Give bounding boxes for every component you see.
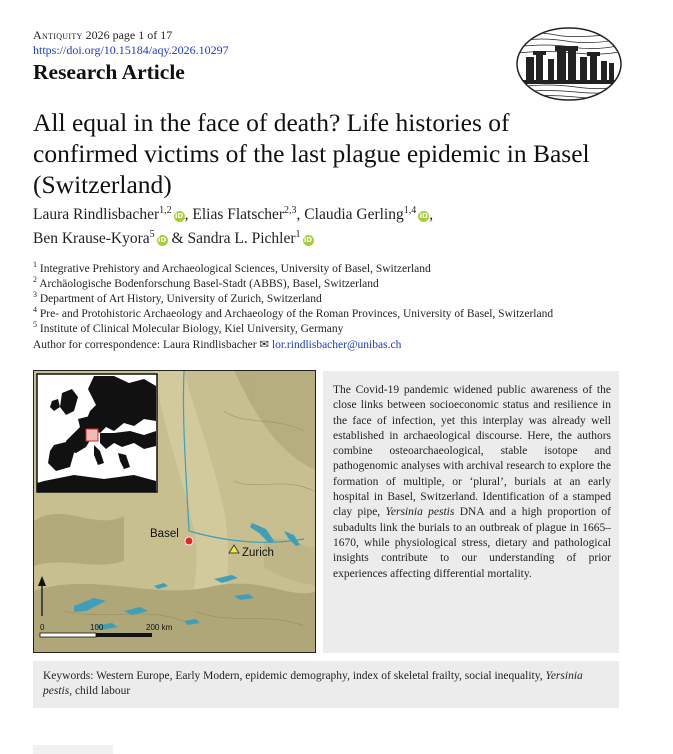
author-affiliation: 1,2 (159, 204, 172, 216)
scale-label-200: 200 km (146, 623, 173, 632)
author-name: Ben Krause-Kyora (33, 230, 150, 247)
article-title: All equal in the face of death? Life histories of confirmed victims of the last plague epidemic in Basel (Switzerland) (33, 108, 590, 199)
correspondence (33, 337, 401, 351)
affiliations (33, 262, 643, 337)
author-name: Elias Flatscher (192, 206, 285, 223)
location-map (33, 370, 316, 653)
affiliation-text: Archäologische Bodenforschung Basel-Stadt (ABBS), Basel, Switzerland (37, 278, 379, 290)
author-affiliation: 2,3 (284, 204, 297, 216)
journal-page: 2026 page 1 of 17 (82, 28, 173, 42)
affiliation-number: 1 (33, 260, 37, 270)
journal-line (33, 28, 172, 43)
inset-europe-map (37, 374, 157, 492)
basel-label: Basel (150, 528, 179, 540)
scale-label-100: 100 (90, 623, 104, 632)
orcid-icon[interactable]: iD (158, 236, 167, 244)
keywords-label: Keywords: (43, 670, 97, 682)
author-affiliation: 1,4 (403, 204, 417, 216)
affiliation-text: Integrative Prehistory and Archaeological Sciences, University of Basel, Switzerland (37, 263, 431, 275)
author-name: Laura Rindlisbacher (33, 206, 160, 223)
affiliation-item (33, 322, 643, 337)
abstract-text: The Covid-19 pandemic widened public awareness of the close links between socioeconomic status and resilience in the face of infection, yet this interplay was already well established in archaeological discourse. Here, the authors combine osteoarchaeological, stable isotope and pathogenomic analyses with archival research to explore the formation of multiple, or ‘plural’, burials at an early hospital in Basel, Switzerland. Identification of a stamped clay pipe, Yersinia pestis DNA and a high proportion of subadults link the burials to an outbreak of plague in 1665–1670, while physiological stress, dietary and pathological insights contribute to our understanding of prior experiences affecting differential mortality. (333, 384, 611, 580)
affiliation-item (33, 277, 643, 292)
map-figure (34, 371, 316, 653)
orcid-icon[interactable]: iD (175, 212, 184, 220)
keywords-end: , child labour (69, 685, 131, 698)
journal-name: Antiquity (33, 28, 83, 42)
journal-logo (516, 27, 622, 101)
footer-mark (33, 745, 113, 754)
author-list: Laura Rindlisbacher$^{1,2}$iD, Elias Flatscher$^{2,3}$, Claudia Gerling$^{1,4}$iD, Ben Krause-Kyora$^5$iD & Sandra L. Pichler$^1$iD (33, 204, 434, 247)
correspondence-label: Author for correspondence: Laura Rindlisbacher (33, 339, 260, 351)
affiliation-number: 2 (33, 275, 37, 285)
affiliation-text: Institute of Clinical Molecular Biology, Kiel University, Germany (37, 323, 344, 335)
author-affiliation: 5 (149, 228, 155, 240)
affiliation-number: 3 (33, 290, 37, 300)
orcid-icon[interactable]: iD (303, 236, 313, 244)
author-affiliation: 1 (295, 228, 301, 240)
scale-label-0: 0 (40, 623, 45, 632)
doi-link[interactable]: https://doi.org/10.15184/aqy.2026.10297 (33, 43, 229, 57)
keywords-text (43, 669, 611, 700)
abstract-panel (323, 371, 619, 653)
orcid-icon[interactable]: iD (419, 212, 428, 220)
keywords-list: Western Europe, Early Modern, epidemic demography, index of skeletal frailty, social inequality, (96, 670, 546, 682)
affiliation-item (33, 292, 643, 307)
zurich-label: Zurich (242, 547, 274, 559)
email-link[interactable]: lor.rindlisbacher@unibas.ch (271, 339, 402, 351)
affiliation-number: 5 (33, 320, 37, 330)
affiliation-item (33, 262, 643, 277)
affiliation-text: Pre- and Protohistoric Archaeology and Archaeology of the Roman Provinces, University of Basel, Switzerland (37, 308, 554, 320)
affiliation-item (33, 307, 643, 322)
study-area-box (86, 429, 98, 441)
affiliation-text: Department of Art History, University of Zurich, Switzerland (37, 293, 322, 305)
envelope-icon: ✉ (259, 339, 272, 351)
affiliation-number: 4 (33, 305, 37, 315)
species-name: Yersinia pestis (385, 506, 455, 519)
keywords-panel (33, 661, 619, 708)
article-type: Research Article (33, 60, 185, 84)
author-name: Claudia Gerling (304, 206, 404, 223)
keywords-italic: Yersinia pestis (43, 670, 583, 698)
author-name: Sandra L. Pichler (187, 230, 296, 247)
basel-marker (185, 537, 193, 545)
